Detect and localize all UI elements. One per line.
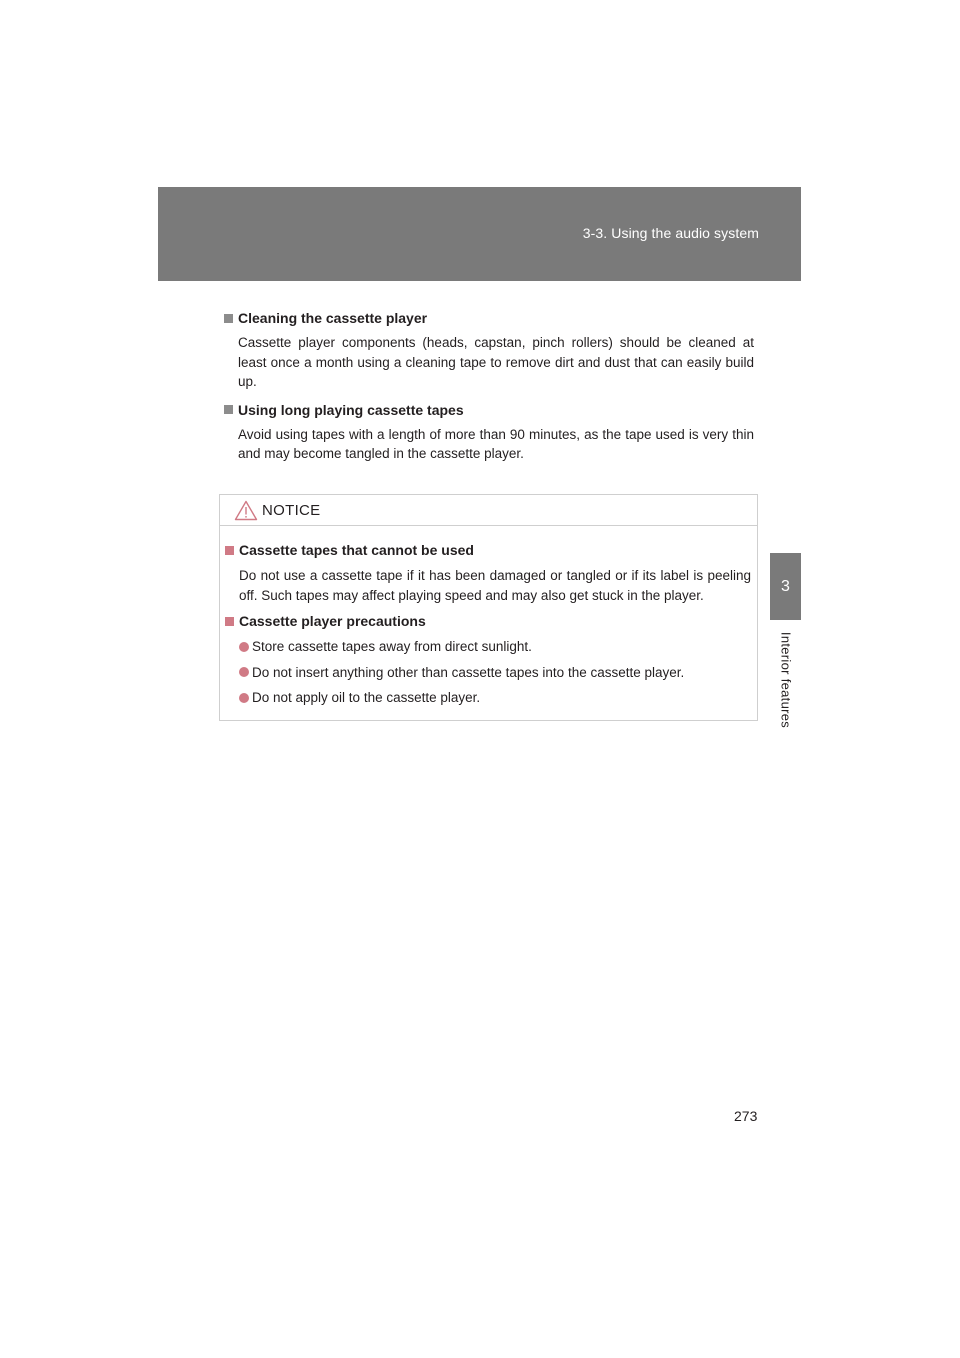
notice-header xyxy=(220,495,757,526)
square-bullet-icon xyxy=(224,405,233,414)
notice-title: NOTICE xyxy=(262,501,321,519)
section-cleaning xyxy=(224,308,754,392)
page-number: 273 xyxy=(734,1108,758,1124)
section-long-playing xyxy=(224,400,754,464)
notice-item-heading: Cassette player precautions xyxy=(225,611,751,631)
list-item: Do not apply oil to the cassette player. xyxy=(239,688,751,708)
section-heading: Cleaning the cassette player xyxy=(224,308,754,328)
list-item: Store cassette tapes away from direct sunlight. xyxy=(239,637,751,657)
chapter-number: 3 xyxy=(781,577,790,595)
notice-body xyxy=(220,526,757,708)
section-body: Avoid using tapes with a length of more than 90 minutes, as the tape used is very thin and may become tangled in the cassette player. xyxy=(238,426,754,461)
header-band xyxy=(158,187,801,281)
warning-triangle-icon xyxy=(234,500,258,521)
square-bullet-icon xyxy=(225,617,234,626)
chapter-tab xyxy=(770,553,801,620)
main-content xyxy=(224,308,754,472)
notice-box xyxy=(219,494,758,721)
square-bullet-icon xyxy=(224,314,233,323)
list-item: Do not insert anything other than cassette tapes into the cassette player. xyxy=(239,663,751,683)
chapter-label: Interior features xyxy=(778,631,794,729)
section-body: Cassette player components (heads, capstan, pinch rollers) should be cleaned at least once a month using a cleaning tape to remove dirt and dust that can easily build up. xyxy=(238,335,754,389)
circle-bullet-icon xyxy=(239,642,249,652)
circle-bullet-icon xyxy=(239,667,249,677)
notice-item-body: Do not use a cassette tape if it has been damaged or tangled or if its label is peeling off. Such tapes may affect playing speed and may also get stuck in the player. xyxy=(239,568,751,603)
notice-item-heading: Cassette tapes that cannot be used xyxy=(225,540,751,560)
circle-bullet-icon xyxy=(239,693,249,703)
section-heading: Using long playing cassette tapes xyxy=(224,400,754,420)
square-bullet-icon xyxy=(225,546,234,555)
section-title: 3-3. Using the audio system xyxy=(582,225,759,241)
